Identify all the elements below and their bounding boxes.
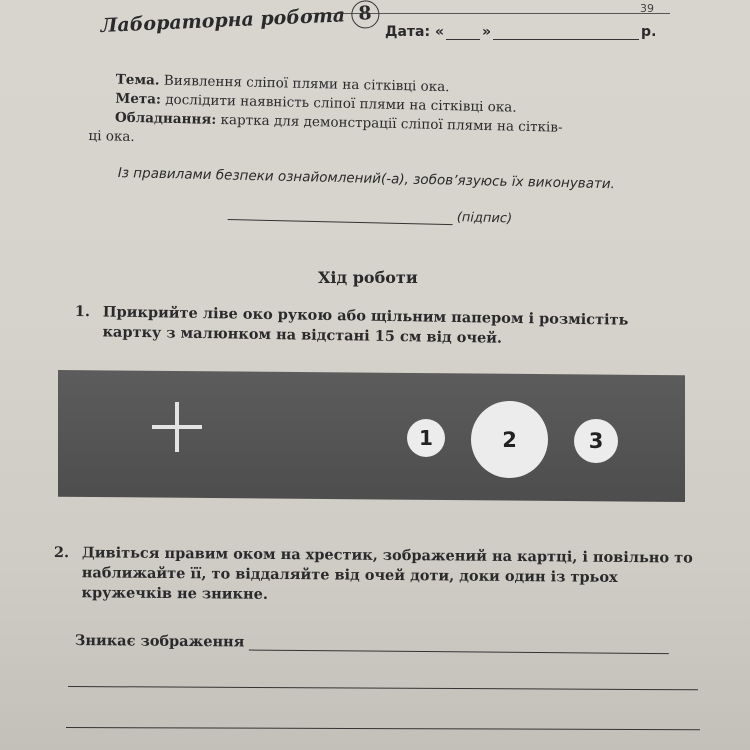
intro-block [88, 70, 680, 159]
step-text: Прикрийте ліве око рукою або щільним папером і розмістіть картку з малюнком на відстані 15 см від очей. [102, 303, 629, 347]
date-month-field[interactable] [493, 25, 639, 40]
topic-text: Виявлення сліпої плями на сітківці ока. [163, 72, 450, 96]
date-day-field[interactable] [446, 25, 480, 40]
answer-line-2[interactable] [68, 686, 698, 690]
circle-3: 3 [574, 419, 618, 463]
procedure-step-2 [53, 543, 693, 609]
lab-title [100, 0, 380, 40]
circle-2: 2 [471, 401, 548, 478]
cross-mark-icon [152, 402, 202, 452]
date-close-quote: » [482, 24, 492, 40]
answer-line-3[interactable] [66, 727, 700, 730]
lab-number-circle: 8 [350, 0, 379, 29]
signature-row [228, 205, 513, 226]
page-number: 39 [640, 2, 654, 15]
procedure-heading: Хід роботи [318, 268, 418, 287]
answer-field[interactable] [248, 636, 668, 655]
equipment-text: картка для демонстрації сліпої плями на сітків- [220, 111, 563, 136]
date-row [385, 24, 656, 40]
signature-field[interactable] [228, 207, 453, 225]
signature-label: (підпис) [456, 210, 513, 227]
date-label: Дата: « [385, 24, 444, 40]
safety-statement: Із правилами безпеки ознайомлений(-а), зобов’язуюсь їх виконувати. [117, 165, 616, 193]
topic-label: Тема. [115, 71, 160, 89]
step-number: 1. [74, 302, 91, 321]
year-suffix: р. [641, 24, 657, 40]
circle-1: 1 [407, 419, 445, 457]
equipment-line-cont: ці ока. [88, 127, 135, 146]
equipment-label: Обладнання: [114, 109, 217, 128]
procedure-step-1 [74, 302, 685, 352]
goal-text: дослідити наявність сліпої плями на сітківці ока. [165, 91, 517, 116]
goal-label: Мета: [115, 90, 162, 108]
step-text: Дивіться правим оком на хрестик, зображений на картці, і повільно то наближайте її, то віддаляйте від очей доти, доки один із трьох кружечків не зникне. [81, 544, 693, 603]
step-number: 2. [53, 543, 70, 562]
answer-label: Зникає зображення [74, 632, 245, 651]
lab-title-text: Лабораторна робота [100, 4, 346, 37]
answer-row [75, 632, 669, 654]
